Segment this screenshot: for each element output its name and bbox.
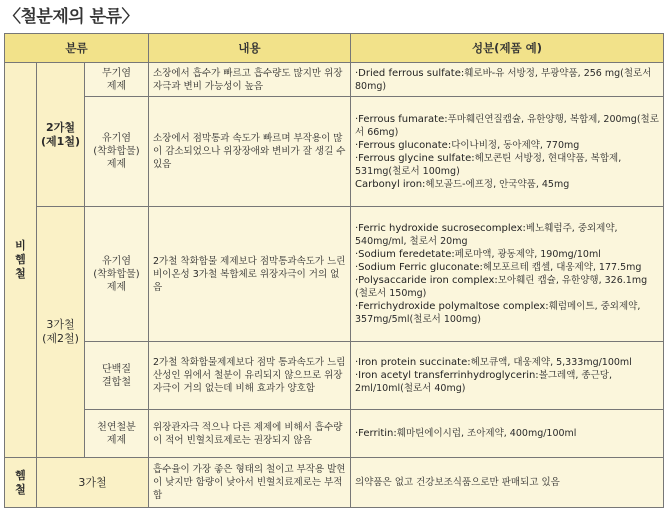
bivalent-organic-desc: 소장에서 점막통과 속도가 빠르며 부작용이 많이 감소되었으나 위장장애와 변비가 잘 생길 수 있음: [149, 97, 351, 207]
list-item: ·Ferrous glycine sulfate:헤모콘틴 서방정, 현대약품, 복합제, 531mg(철로서 100mg): [355, 152, 622, 177]
list-item: Carbonyl iron:헤모골드-에프정, 안국약품, 45mg: [355, 178, 570, 190]
table-row: [5, 63, 664, 97]
bivalent-organic-label: 유기염 (착화합물) 제제: [85, 97, 149, 207]
page-title: 〈철분제의 분류〉: [4, 7, 138, 27]
iron-supplement-table: [4, 33, 664, 508]
bivalent-organic-ingredients: [351, 97, 664, 207]
trivalent-organic-label: 유기염 (착화합물) 제제: [85, 207, 149, 342]
list-item: ·Ferrichydroxide polymaltose complex:훼럼메이트, 중외제약, 357mg/5ml(철로서 100mg): [355, 301, 641, 325]
bivalent-label: 2가철 (제1철): [37, 63, 85, 207]
protein-bound-label: 단백질 결합철: [85, 342, 149, 410]
protein-bound-ingredients: [351, 342, 664, 410]
trivalent-label: 3가철 (제2철): [37, 207, 85, 458]
inorganic-salt-desc: 소장에서 흡수가 빠르고 흡수량도 많지만 위장자극과 변비 가능성이 높음: [149, 63, 351, 97]
inorganic-salt-label: 무기염 제제: [85, 63, 149, 97]
heme-label: 헴 철: [5, 458, 37, 508]
list-item: ·Iron protein succinate:헤모큐액, 대웅제약, 5,333mg/100ml: [355, 357, 632, 368]
trivalent-organic-ingredients: [351, 207, 664, 342]
protein-bound-desc: 2가철 착화합물제제보다 점막 통과속도가 느림 산성인 위에서 철분이 유리되지 않으므로 위장자극이 거의 없는데 비해 효과가 양호함: [149, 342, 351, 410]
table-row: [5, 207, 664, 342]
natural-iron-desc: 위장관자극 적으나 다른 제제에 비해서 흡수량이 적어 빈혈치료제로는 권장되지 않음: [149, 410, 351, 458]
table-row: [5, 410, 664, 458]
list-item: ·Sodium feredetate:페로마액, 광동제약, 190mg/10ml: [355, 249, 601, 260]
heme-note: 의약품은 없고 건강보조식품으로만 판매되고 있음: [351, 458, 664, 508]
list-item: ·Sodium Ferric gluconate:헤모포르테 캡셀, 대웅제약, 177.5mg: [355, 262, 642, 273]
list-item: ·Iron acetyl transferrinhydroglycerin:볼그레액, 종근당, 2ml/10ml(철로서 40mg): [355, 370, 612, 394]
header-category: 분류: [5, 34, 149, 63]
non-heme-label: 비 헴 철: [5, 63, 37, 458]
header-ingredients: 성분(제품 예): [351, 34, 664, 63]
list-item: ·Polysaccaride iron complex:모아훼린 캡슐, 유한양행, 326.1mg (철로서 150mg): [355, 275, 648, 299]
list-item: ·Ferrous gluconate:다이나비정, 동아제약, 770mg: [355, 139, 580, 151]
table-row: [5, 458, 664, 508]
natural-iron-label: 천연철분 제제: [85, 410, 149, 458]
list-item: ·Dried ferrous sulfate:훼로바-유 서방정, 부광약품, 256 mg(철로서 80mg): [355, 67, 652, 92]
header-description: 내용: [149, 34, 351, 63]
heme-desc: 흡수율이 가장 좋은 형태의 철이고 부작용 발현이 낮지만 함량이 낮아서 빈혈치료제로는 부적합: [149, 458, 351, 508]
list-item: ·Ferritin:훼마틴에이시럽, 조아제약, 400mg/100ml: [355, 428, 577, 439]
table-row: [5, 342, 664, 410]
trivalent-organic-desc: 2가철 착화합물 제제보다 점막통과속도가 느린 비이온성 3가철 복합체로 위장자극이 거의 없음: [149, 207, 351, 342]
header-row: [5, 34, 664, 63]
table-row: [5, 97, 664, 207]
list-item: ·Ferric hydroxide sucrosecomplex:베노훼럼주, 중외제약, 540mg/ml, 철로서 20mg: [355, 223, 618, 247]
inorganic-salt-ingredients: [351, 63, 664, 97]
natural-iron-ingredients: [351, 410, 664, 458]
heme-trivalent-label: 3가철: [37, 458, 149, 508]
list-item: ·Ferrous fumarate:푸마훼린연질캡슐, 유한양행, 복합제, 200mg(철로서 66mg): [355, 113, 659, 138]
